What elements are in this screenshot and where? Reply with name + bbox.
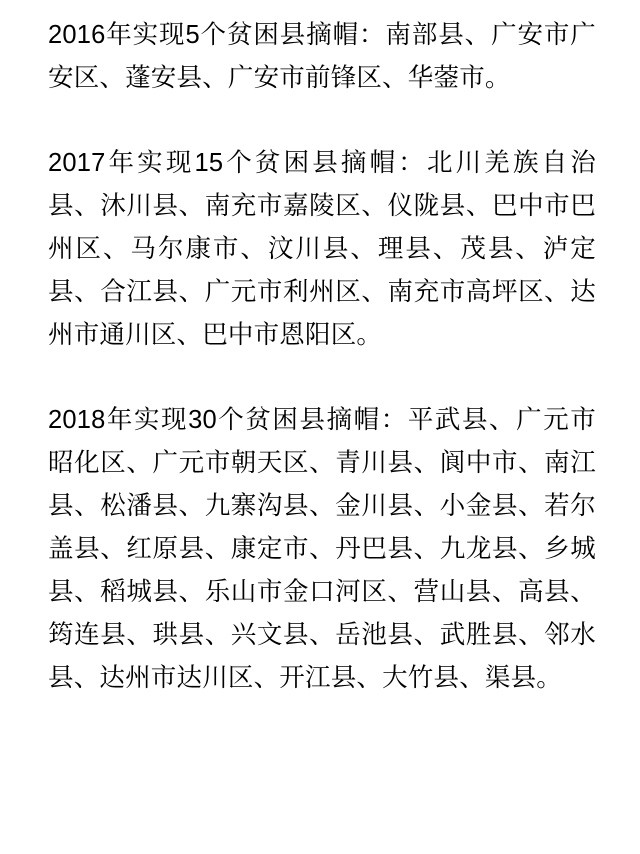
paragraph-2016: 2016年实现5个贫困县摘帽：南部县、广安市广安区、蓬安县、广安市前锋区、华蓥市。 (48, 21, 596, 92)
paragraph-2018: 2018年实现30个贫困县摘帽：平武县、广元市昭化区、广元市朝天区、青川县、阆中市、南江县、松潘县、九寨沟县、金川县、小金县、若尔盖县、红原县、康定市、丹巴县、九龙县、乡城县、稻城县、乐山市金口河区、营山县、高县、筠连县、珙县、兴文县、岳池县、武胜县、邻水县、达州市达川区、开江县、大竹县、渠县。 (48, 406, 596, 692)
paragraph-2017: 2017年实现15个贫困县摘帽：北川羌族自治县、沐川县、南充市嘉陵区、仪陇县、巴中市巴州区、马尔康市、汶川县、理县、茂县、泸定县、合江县、广元市利州区、南充市高坪区、达州市通川区、巴中市恩阳区。 (48, 149, 596, 349)
